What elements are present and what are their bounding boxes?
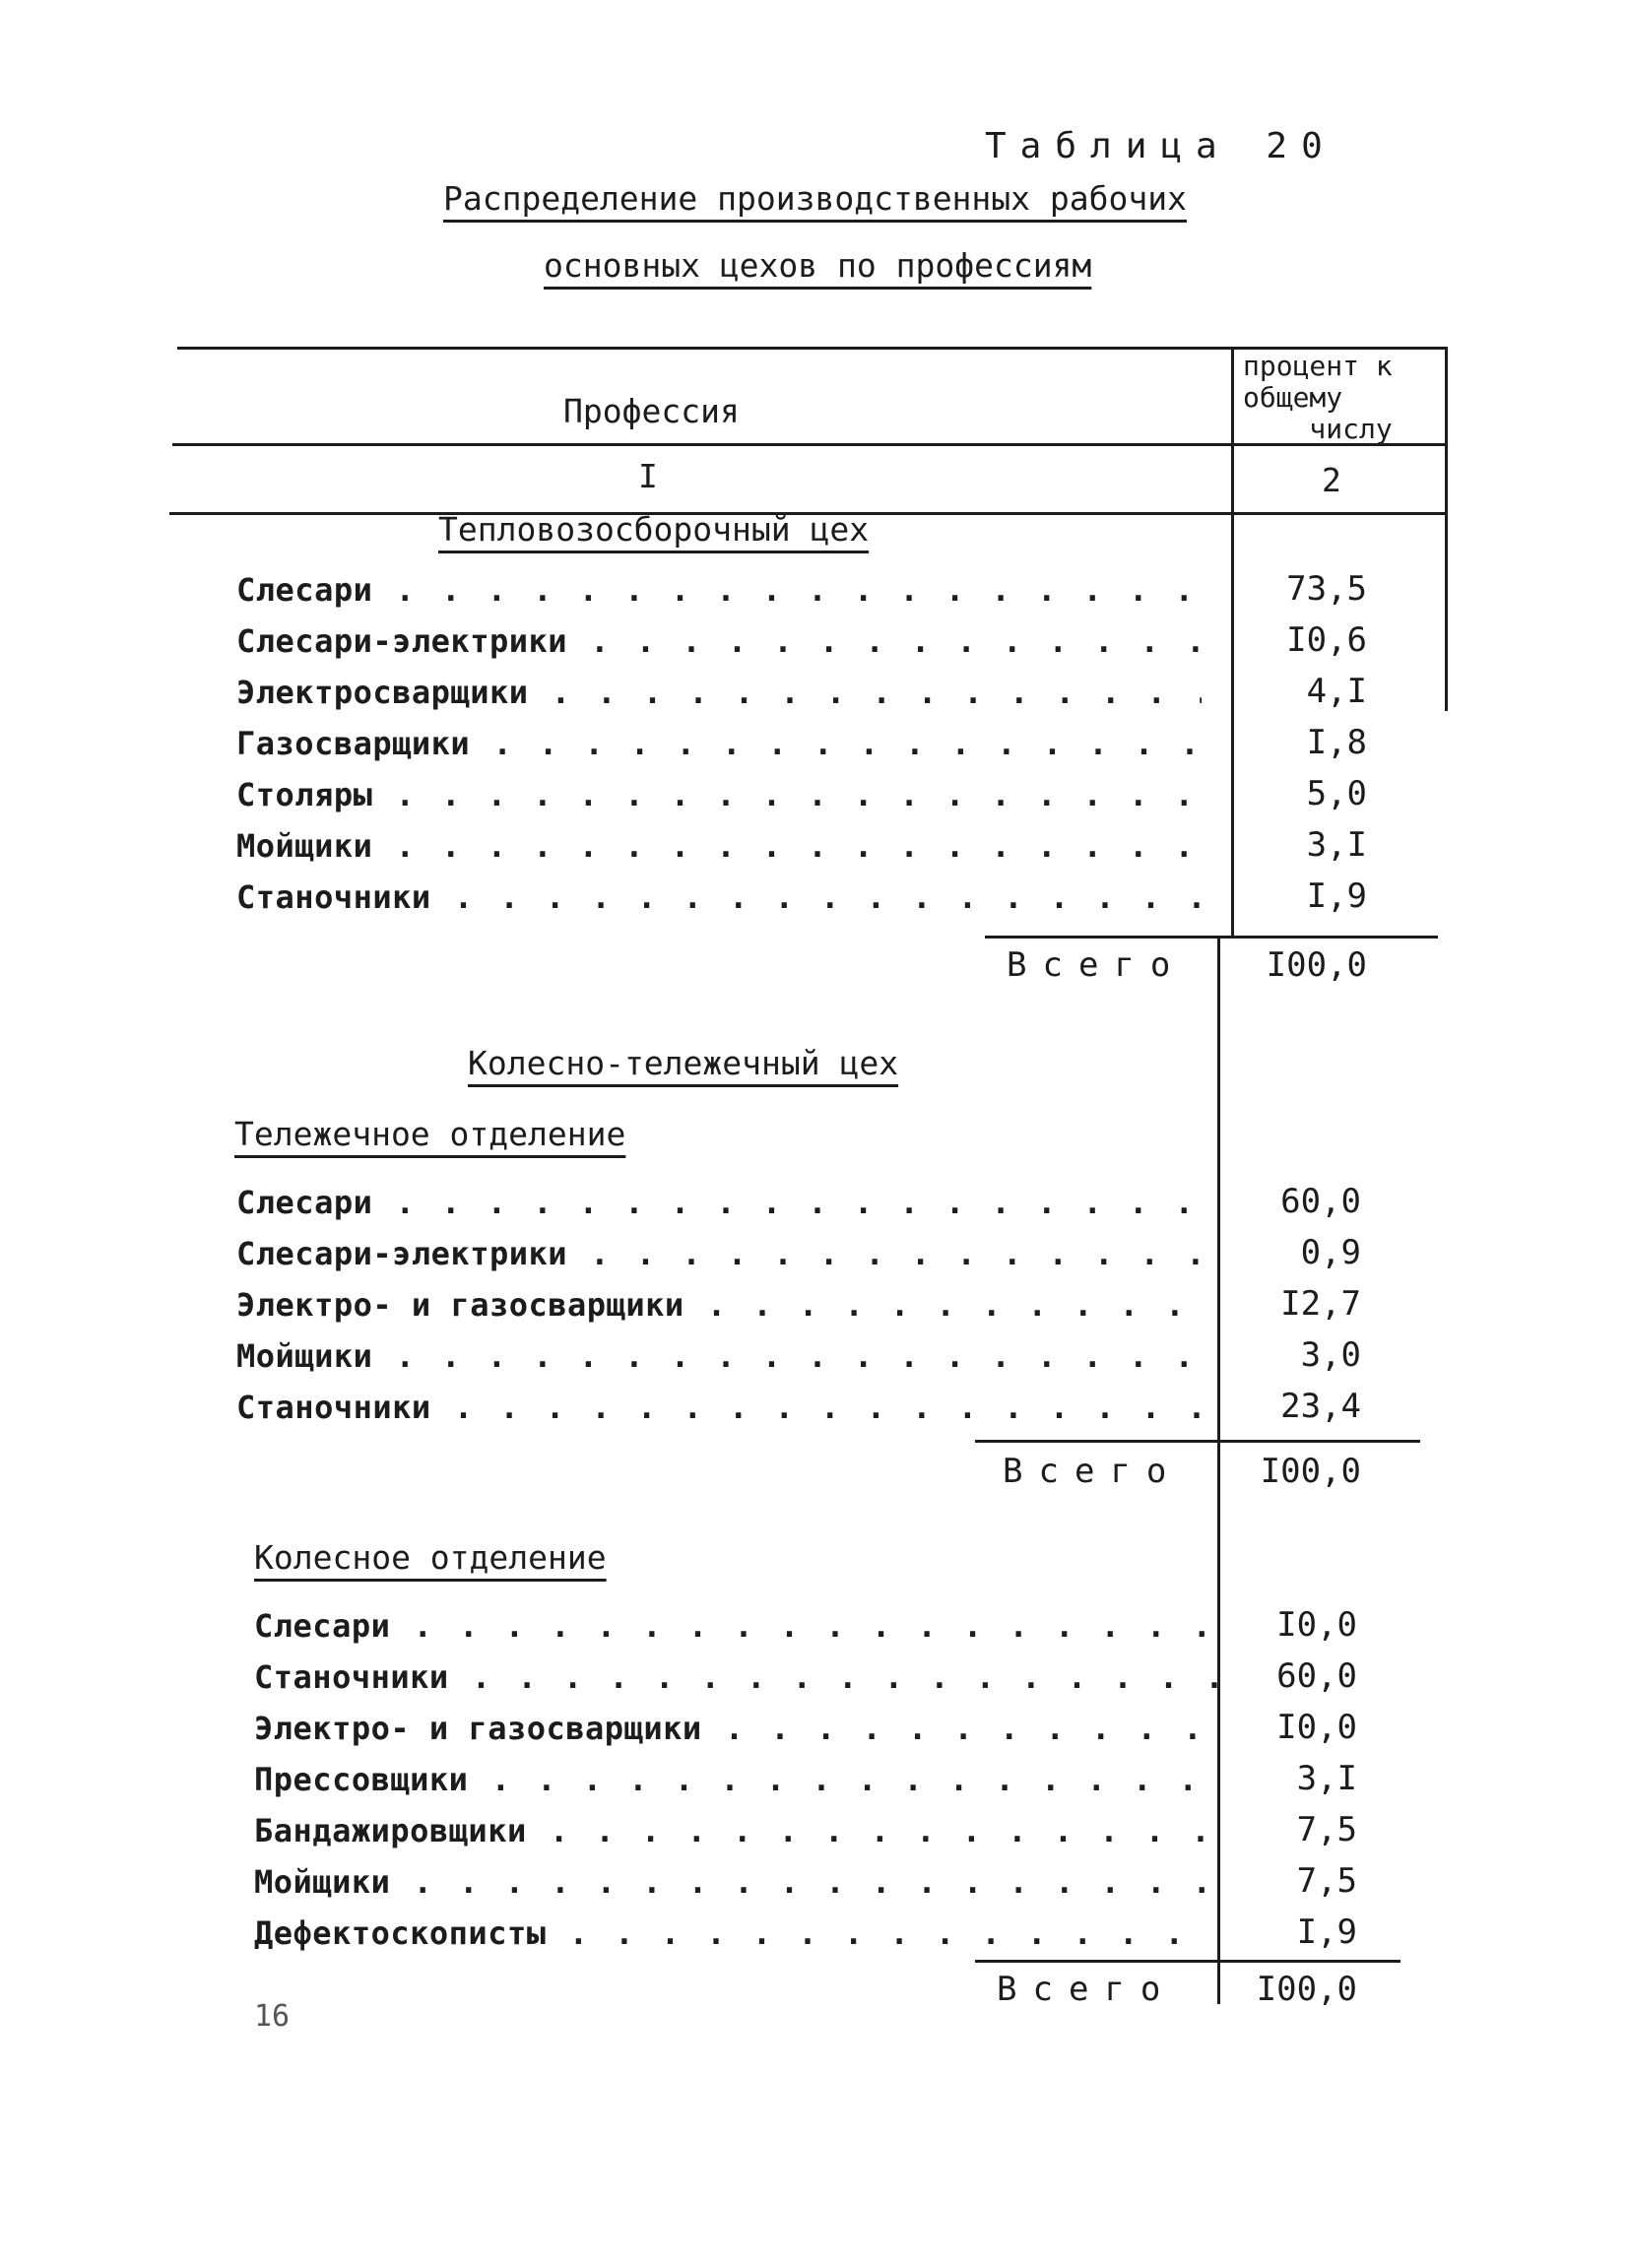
- table-row-label: Столяры . . .: [236, 776, 1202, 813]
- table-row-label: Мойщики . . .: [254, 1863, 1219, 1901]
- table-row-value: I0,6: [1286, 620, 1367, 660]
- table-row-label: Бандажировщики . . .: [254, 1812, 1219, 1849]
- table-row-value: I,9: [1306, 876, 1367, 916]
- table-row-label: Слесари . . .: [254, 1607, 1219, 1645]
- table-row-value: 60,0: [1280, 1182, 1361, 1221]
- table-row-label: Газосварщики . . .: [236, 725, 1202, 762]
- total-value: I00,0: [1260, 1452, 1361, 1491]
- table-title-line2: основных цехов по профессиям: [544, 246, 1092, 285]
- table-row-label: Электро- и газосварщики . . .: [236, 1286, 1202, 1324]
- table-row-value: I,8: [1306, 723, 1367, 762]
- table-row-label: Дефектоскописты . . .: [254, 1914, 1219, 1952]
- total-rule: [975, 1440, 1420, 1443]
- table-row-label: Станочники . . .: [236, 878, 1202, 916]
- total-rule: [985, 936, 1438, 939]
- table-row-value: 60,0: [1276, 1656, 1357, 1696]
- table-row-value: 4,I: [1306, 672, 1367, 711]
- table-row-value: 0,9: [1300, 1233, 1361, 1272]
- table-row-label: Прессовщики . . .: [254, 1761, 1219, 1798]
- section-heading: Колесно-тележечный цех: [468, 1044, 899, 1082]
- table-row-value: 3,0: [1300, 1335, 1361, 1375]
- table-row-label: Станочники . . .: [254, 1658, 1219, 1696]
- percent-column-header: процент к общему числу: [1243, 350, 1393, 445]
- table-row-label: Слесари-электрики . . .: [236, 622, 1202, 660]
- table-row-label: Слесари . . .: [236, 1184, 1202, 1221]
- total-rule: [975, 1960, 1400, 1963]
- table-title-line1: Распределение производственных рабочих: [443, 179, 1187, 218]
- table-row-value: I2,7: [1280, 1284, 1361, 1324]
- profession-column-header: Профессия: [563, 392, 740, 430]
- table-row-value: I0,0: [1276, 1605, 1357, 1645]
- table-row-label: Электросварщики . . .: [236, 674, 1202, 711]
- table-row-label: Электро- и газосварщики . . .: [254, 1710, 1219, 1747]
- table-row-label: Станочники . . .: [236, 1389, 1202, 1426]
- subsection-heading: Колесное отделение: [254, 1538, 607, 1577]
- table-row-value: 7,5: [1296, 1861, 1357, 1901]
- table-row-value: 3,I: [1306, 825, 1367, 865]
- table-row-value: 5,0: [1306, 774, 1367, 813]
- table-row-value: I,9: [1296, 1912, 1357, 1952]
- total-label: Всего: [1003, 1452, 1183, 1491]
- table-row-value: 3,I: [1296, 1759, 1357, 1798]
- total-label: Всего: [1007, 945, 1187, 985]
- table-row-label: Мойщики . . .: [236, 1337, 1202, 1375]
- table-row-label: Слесари-электрики . . .: [236, 1235, 1202, 1272]
- table-row-value: 23,4: [1280, 1387, 1361, 1426]
- column-number-1: I: [638, 457, 658, 495]
- total-value: I00,0: [1266, 945, 1367, 985]
- table-row-label: Слесари . . .: [236, 571, 1202, 609]
- total-label: Всего: [997, 1970, 1177, 2009]
- page-number: 16: [254, 1999, 291, 2034]
- total-value: I00,0: [1256, 1970, 1357, 2009]
- table-row-value: 7,5: [1296, 1810, 1357, 1849]
- subsection-heading: Тележечное отделение: [234, 1115, 626, 1153]
- table-row-label: Мойщики . . .: [236, 827, 1202, 865]
- table-row-value: 73,5: [1286, 569, 1367, 609]
- table-row-value: I0,0: [1276, 1708, 1357, 1747]
- table-label: Таблица 20: [985, 126, 1336, 166]
- section-heading: Тепловозосборочный цех: [438, 510, 870, 549]
- column-number-2: 2: [1322, 461, 1341, 499]
- right-border-header: [1445, 347, 1448, 711]
